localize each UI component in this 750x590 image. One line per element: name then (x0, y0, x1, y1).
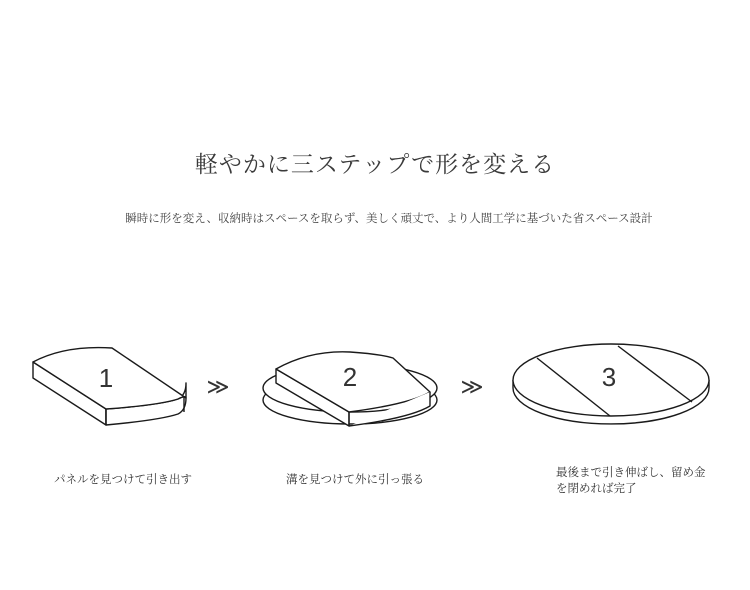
step2-caption: 溝を見つけて外に引っ張る (286, 472, 424, 486)
step1-number: 1 (98, 363, 114, 393)
arrow-2-icon: ≫ (460, 375, 484, 400)
steps-diagram (0, 330, 750, 440)
step1-caption: パネルを見つけて引き出す (54, 472, 192, 486)
page-subtitle: 瞬時に形を変え、収納時はスペースを取らず、美しく頑丈で、より人間工学に基づいた省スペース設計 (125, 211, 653, 225)
step3-number: 3 (601, 362, 617, 392)
arrow-1-icon: ≫ (206, 375, 230, 400)
step2-number: 2 (342, 362, 358, 392)
page-title: 軽やかに三ステップで形を変える (194, 152, 556, 178)
step3-caption: 最後まで引き伸ばし、留め金を閉めれば完了 (556, 465, 706, 495)
